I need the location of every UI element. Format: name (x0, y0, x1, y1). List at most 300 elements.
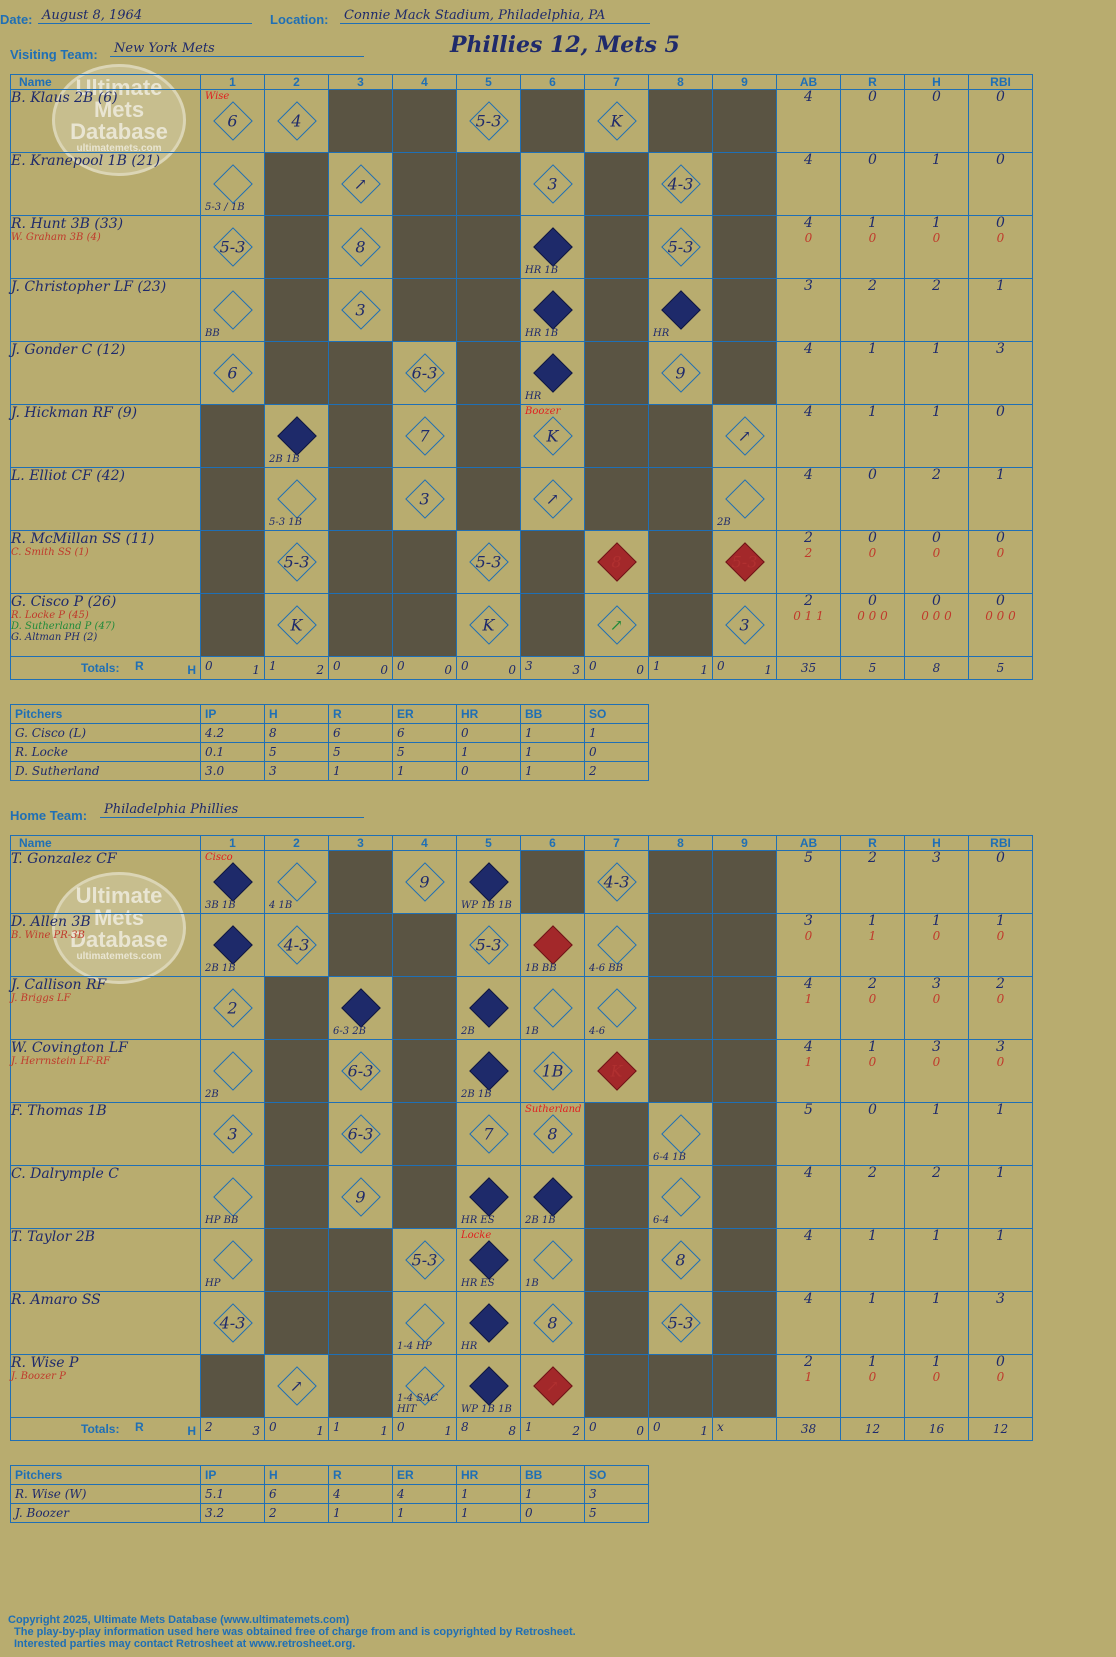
pitcher-column-header: BB (521, 705, 585, 724)
inning-header: 4 (393, 75, 457, 90)
at-bat-cell (329, 216, 393, 279)
pitcher-stat: 6 (329, 724, 393, 743)
inning-header: 1 (201, 836, 265, 851)
stat-value: 4 (804, 1228, 813, 1244)
sub-stat-value: 1 (804, 992, 813, 1006)
hits-key: H (187, 663, 196, 677)
at-bat-cell (521, 851, 585, 914)
total-stat: 35 (777, 657, 841, 680)
at-bat-cell (201, 468, 265, 531)
stat-cell (841, 279, 905, 342)
play-notation: HR (525, 391, 542, 402)
base-diamond (469, 1177, 509, 1217)
stat-value: 4 (804, 1039, 813, 1055)
stat-value: 1 (932, 215, 941, 231)
play-result: 3 (227, 1124, 238, 1144)
pitcher-stat: 1 (329, 1504, 393, 1523)
pitcher-stat: 4 (329, 1485, 393, 1504)
at-bat-cell (521, 216, 585, 279)
total-stat: 12 (969, 1418, 1033, 1441)
batter-row (11, 279, 1033, 342)
total-stat: 38 (777, 1418, 841, 1441)
at-bat-cell (649, 1040, 713, 1103)
total-stat: 5 (969, 657, 1033, 680)
play-result: K (546, 426, 559, 446)
at-bat-cell (521, 153, 585, 216)
stat-value: 1 (932, 913, 941, 929)
stat-value: 3 (932, 976, 941, 992)
play-notation: 2B 1B (269, 454, 300, 465)
inning-total-cell (457, 657, 521, 680)
at-bat-cell (585, 851, 649, 914)
inning-hits: 0 (508, 663, 516, 677)
sub-stat-value: 0 (932, 546, 941, 560)
batter-row (11, 1103, 1033, 1166)
stat-value: 0 (868, 530, 877, 546)
stat-value: 0 (868, 467, 877, 483)
at-bat-cell (457, 216, 521, 279)
inning-total-cell (201, 657, 265, 680)
substitute-name: C. Smith SS (1) (11, 547, 89, 558)
runs-key: R (135, 1420, 144, 1434)
stat-value: 1 (996, 278, 1005, 294)
inning-hits: 1 (764, 663, 772, 677)
inning-runs: 0 (333, 659, 341, 673)
at-bat-cell (457, 468, 521, 531)
at-bat-cell (649, 153, 713, 216)
batter-row (11, 342, 1033, 405)
at-bat-cell (713, 90, 777, 153)
batter-name-cell (11, 90, 201, 153)
stat-cell (777, 1166, 841, 1229)
base-diamond (277, 862, 317, 902)
stat-cell (777, 531, 841, 594)
play-notation: 2B 1B (525, 1215, 556, 1226)
at-bat-cell (585, 1040, 649, 1103)
game-title: Phillies 12, Mets 5 (450, 32, 680, 58)
at-bat-cell (649, 1355, 713, 1418)
at-bat-cell (457, 1355, 521, 1418)
stat-value: 0 (932, 89, 941, 105)
at-bat-cell (329, 468, 393, 531)
play-notation: WP 1B 1B (461, 1404, 512, 1415)
base-diamond (661, 1114, 701, 1154)
stat-value: 1 (932, 341, 941, 357)
at-bat-cell (329, 153, 393, 216)
play-result: 4 (291, 111, 302, 131)
inning-total-cell (649, 657, 713, 680)
sub-stat-value: 0 1 1 (793, 609, 824, 623)
runs-key: R (135, 659, 144, 673)
inning-hits: 2 (316, 663, 324, 677)
inning-total-cell (329, 1418, 393, 1441)
inning-runs: 0 (461, 659, 469, 673)
sub-stat-value: 0 0 0 (921, 609, 952, 623)
at-bat-cell (457, 153, 521, 216)
base-diamond (533, 1177, 573, 1217)
at-bat-cell (585, 90, 649, 153)
stat-cell (841, 531, 905, 594)
at-bat-cell (265, 90, 329, 153)
play-notation: 6-4 (653, 1215, 670, 1226)
inning-total-cell (329, 657, 393, 680)
totals-label-cell (11, 1418, 201, 1441)
at-bat-cell (457, 1103, 521, 1166)
pitcher-stat: 8 (265, 724, 329, 743)
stat-cell (969, 1292, 1033, 1355)
pitcher-change-note: Wise (205, 91, 230, 102)
base-diamond (213, 862, 253, 902)
at-bat-cell (329, 1103, 393, 1166)
at-bat-cell (393, 342, 457, 405)
stat-header: RBI (969, 836, 1033, 851)
at-bat-cell (329, 531, 393, 594)
at-bat-cell (393, 468, 457, 531)
stat-cell (777, 914, 841, 977)
inning-total-cell (521, 1418, 585, 1441)
pitcher-column-header: R (329, 705, 393, 724)
base-diamond (597, 925, 637, 965)
home-pitchers-table (10, 1465, 649, 1523)
play-notation: 2B (717, 517, 731, 528)
pitcher-column-header: SO (585, 1466, 649, 1485)
at-bat-cell (329, 1229, 393, 1292)
at-bat-cell (393, 1103, 457, 1166)
stat-cell (777, 977, 841, 1040)
sub-stat-value: 0 (932, 992, 941, 1006)
batter-name-cell (11, 977, 201, 1040)
at-bat-cell (265, 851, 329, 914)
stat-cell (841, 90, 905, 153)
inning-runs: 2 (205, 1420, 213, 1434)
at-bat-cell (521, 914, 585, 977)
inning-header: 2 (265, 836, 329, 851)
base-diamond (661, 1177, 701, 1217)
inning-runs: 1 (269, 659, 277, 673)
pitcher-stat: 3 (265, 762, 329, 781)
base-diamond (213, 1240, 253, 1280)
substitute-name: J. Briggs LF (11, 993, 71, 1004)
stat-cell (969, 279, 1033, 342)
pitcher-stat: 1 (521, 1485, 585, 1504)
stat-cell (841, 153, 905, 216)
at-bat-cell (713, 977, 777, 1040)
inning-header: 6 (521, 75, 585, 90)
batter-name: T. Taylor 2B (11, 1229, 95, 1245)
stat-cell (905, 531, 969, 594)
pitcher-column-header: H (265, 1466, 329, 1485)
stat-value: 0 (996, 215, 1005, 231)
stat-value: 1 (932, 1291, 941, 1307)
batter-name-cell (11, 405, 201, 468)
stat-value: 1 (868, 404, 877, 420)
at-bat-cell (393, 1355, 457, 1418)
stat-cell (969, 342, 1033, 405)
base-diamond (661, 290, 701, 330)
pitcher-name: J. Boozer (11, 1504, 201, 1523)
at-bat-cell (329, 405, 393, 468)
inning-total-cell (713, 657, 777, 680)
pitcher-stat: 2 (265, 1504, 329, 1523)
date-value: August 8, 1964 (38, 8, 252, 24)
play-result: 5-3 (731, 552, 758, 572)
stat-header: R (841, 75, 905, 90)
batter-name: J. Christopher LF (23) (11, 279, 167, 295)
at-bat-cell (265, 1040, 329, 1103)
stat-cell (841, 1103, 905, 1166)
pitcher-column-header: R (329, 1466, 393, 1485)
totals-row (11, 1418, 1033, 1441)
at-bat-cell (521, 1166, 585, 1229)
pitcher-change-note: Boozer (525, 406, 561, 417)
stat-value: 1 (932, 1102, 941, 1118)
inning-total-cell (457, 1418, 521, 1441)
pitcher-row (11, 1504, 649, 1523)
at-bat-cell (713, 1103, 777, 1166)
play-result: 4-3 (603, 872, 630, 892)
at-bat-cell (649, 1292, 713, 1355)
stat-value: 4 (804, 341, 813, 357)
at-bat-cell (585, 977, 649, 1040)
inning-header: 7 (585, 836, 649, 851)
at-bat-cell (521, 531, 585, 594)
at-bat-cell (585, 468, 649, 531)
at-bat-cell (713, 594, 777, 657)
play-notation: WP 1B 1B (461, 900, 512, 911)
inning-hits: 0 (636, 1424, 644, 1438)
play-notation: 5-3 1B (269, 517, 302, 528)
stat-value: 0 (932, 530, 941, 546)
at-bat-cell (713, 1229, 777, 1292)
stat-cell (777, 279, 841, 342)
play-result: ↗ (545, 1376, 560, 1396)
at-bat-cell (201, 216, 265, 279)
play-notation: HR ES (461, 1278, 495, 1289)
at-bat-cell (585, 405, 649, 468)
stat-value: 0 (996, 1354, 1005, 1370)
at-bat-cell (201, 342, 265, 405)
at-bat-cell (585, 594, 649, 657)
stat-cell (841, 1040, 905, 1103)
sub-stat-value: 1 (868, 929, 877, 943)
stat-cell (777, 90, 841, 153)
at-bat-cell (521, 1229, 585, 1292)
substitute-name: D. Sutherland P (47) (11, 621, 116, 632)
base-diamond (405, 1303, 445, 1343)
batter-name: F. Thomas 1B (11, 1103, 107, 1119)
batter-row (11, 90, 1033, 153)
inning-runs: 3 (525, 659, 533, 673)
at-bat-cell (201, 977, 265, 1040)
stat-value: 1 (868, 913, 877, 929)
inning-total-cell (585, 1418, 649, 1441)
stat-cell (905, 1103, 969, 1166)
pitcher-stat: 0.1 (201, 743, 265, 762)
stat-header: RBI (969, 75, 1033, 90)
batter-name: J. Gonder C (12) (11, 342, 126, 358)
stat-cell (905, 342, 969, 405)
inning-runs: 1 (653, 659, 661, 673)
batter-row (11, 468, 1033, 531)
inning-header: 7 (585, 75, 649, 90)
stat-value: 3 (932, 850, 941, 866)
at-bat-cell (201, 1040, 265, 1103)
location-value: Connie Mack Stadium, Philadelphia, PA (340, 8, 650, 24)
at-bat-cell (265, 405, 329, 468)
at-bat-cell (265, 1166, 329, 1229)
stat-value: 1 (868, 1354, 877, 1370)
ultimate-mets-logo: Ultimate Mets Database ultimatemets.com (52, 64, 186, 176)
at-bat-cell (265, 914, 329, 977)
at-bat-cell (585, 914, 649, 977)
at-bat-cell (649, 279, 713, 342)
at-bat-cell (457, 977, 521, 1040)
at-bat-cell (649, 1166, 713, 1229)
at-bat-cell (649, 851, 713, 914)
at-bat-cell (265, 153, 329, 216)
at-bat-cell (521, 1355, 585, 1418)
stat-value: 2 (804, 1354, 813, 1370)
substitute-name: R. Locke P (45) (11, 610, 89, 621)
base-diamond (213, 290, 253, 330)
at-bat-cell (713, 851, 777, 914)
at-bat-cell (521, 342, 585, 405)
stat-cell (969, 914, 1033, 977)
pitcher-stat: 5 (585, 1504, 649, 1523)
play-result: 3 (355, 300, 366, 320)
substitute-name: J. Boozer P (11, 1371, 66, 1382)
substitute-name: G. Altman PH (2) (11, 632, 98, 643)
play-result: K (290, 615, 303, 635)
inning-total-cell (201, 1418, 265, 1441)
at-bat-cell (457, 405, 521, 468)
batter-row (11, 1355, 1033, 1418)
inning-header: 2 (265, 75, 329, 90)
pitcher-name: D. Sutherland (11, 762, 201, 781)
stat-cell (905, 914, 969, 977)
base-diamond (533, 925, 573, 965)
at-bat-cell (329, 851, 393, 914)
play-result: 3 (739, 615, 750, 635)
totals-label: Totals: (81, 1422, 120, 1436)
play-notation: 4 1B (269, 900, 293, 911)
stat-header: AB (777, 836, 841, 851)
at-bat-cell (649, 342, 713, 405)
play-result: K (610, 111, 623, 131)
total-stat: 5 (841, 657, 905, 680)
base-diamond (277, 479, 317, 519)
at-bat-cell (521, 90, 585, 153)
stat-cell (969, 1229, 1033, 1292)
inning-total-cell (393, 1418, 457, 1441)
inning-hits: 0 (444, 663, 452, 677)
batter-name-cell (11, 851, 201, 914)
stat-cell (841, 216, 905, 279)
stat-value: 3 (804, 913, 813, 929)
base-diamond (469, 1051, 509, 1091)
pitcher-stat: 1 (521, 724, 585, 743)
at-bat-cell (649, 594, 713, 657)
at-bat-cell (265, 1229, 329, 1292)
inning-hits: 3 (572, 663, 580, 677)
name-column-header: Name (11, 75, 201, 90)
batter-name: J. Hickman RF (9) (11, 405, 138, 421)
inning-runs: 0 (653, 1420, 661, 1434)
at-bat-cell (393, 405, 457, 468)
pitcher-column-header: HR (457, 1466, 521, 1485)
at-bat-cell (393, 153, 457, 216)
at-bat-cell (201, 1229, 265, 1292)
play-result: ↗ (737, 426, 752, 446)
at-bat-cell (457, 90, 521, 153)
stat-cell (777, 153, 841, 216)
at-bat-cell (393, 1229, 457, 1292)
pitcher-stat: 1 (329, 762, 393, 781)
play-result: 6-3 (347, 1124, 374, 1144)
base-diamond (597, 988, 637, 1028)
play-result: 7 (419, 426, 430, 446)
base-diamond (469, 1240, 509, 1280)
inning-runs: 8 (461, 1420, 469, 1434)
pitcher-change-note: Sutherland (525, 1104, 582, 1115)
at-bat-cell (713, 468, 777, 531)
inning-header: 5 (457, 836, 521, 851)
batter-name-cell (11, 914, 201, 977)
stat-cell (905, 153, 969, 216)
totals-row (11, 657, 1033, 680)
batter-name: D. Allen 3B (11, 914, 91, 930)
batter-name-cell (11, 153, 201, 216)
play-notation: 4-6 (589, 1026, 606, 1037)
sub-stat-value: 0 (996, 929, 1005, 943)
at-bat-cell (329, 90, 393, 153)
stat-cell (841, 1166, 905, 1229)
stat-value: 1 (996, 467, 1005, 483)
at-bat-cell (585, 216, 649, 279)
stat-cell (969, 153, 1033, 216)
play-notation: 1B BB (525, 963, 557, 974)
play-result: 2 (227, 998, 238, 1018)
stat-cell (969, 531, 1033, 594)
at-bat-cell (585, 1103, 649, 1166)
stat-cell (841, 851, 905, 914)
pitcher-column-header: H (265, 705, 329, 724)
play-notation: 6-3 2B (333, 1026, 366, 1037)
stat-value: 0 (868, 1102, 877, 1118)
at-bat-cell (201, 1103, 265, 1166)
inning-hits: 1 (252, 663, 260, 677)
inning-runs: 0 (397, 659, 405, 673)
sub-stat-value: 1 (804, 1370, 813, 1384)
stat-cell (841, 1355, 905, 1418)
stat-cell (905, 1292, 969, 1355)
batter-row (11, 1292, 1033, 1355)
stat-cell (841, 594, 905, 657)
play-notation: 1-4 HP (397, 1341, 432, 1352)
total-stat: 8 (905, 657, 969, 680)
sub-stat-value: 0 (804, 929, 813, 943)
at-bat-cell (201, 531, 265, 594)
stat-cell (777, 342, 841, 405)
batter-name-cell (11, 342, 201, 405)
at-bat-cell (649, 405, 713, 468)
at-bat-cell (585, 153, 649, 216)
stat-value: 0 (996, 530, 1005, 546)
stat-value: 1 (996, 1102, 1005, 1118)
inning-header: 3 (329, 75, 393, 90)
stat-value: 1 (996, 1165, 1005, 1181)
stat-value: 2 (868, 278, 877, 294)
